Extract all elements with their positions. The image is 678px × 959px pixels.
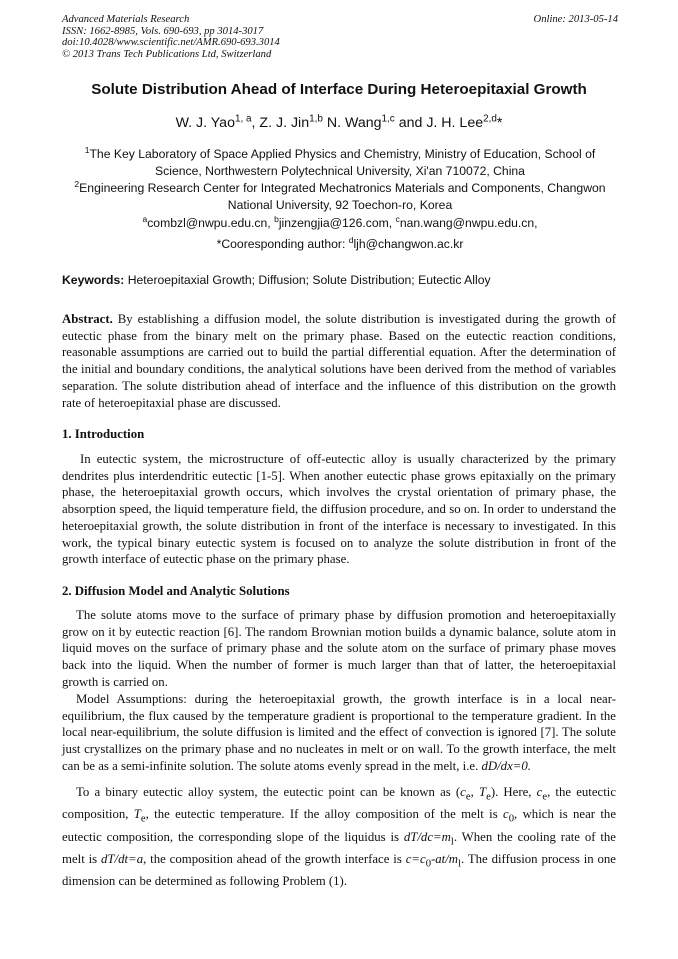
- paragraph-text: ,: [470, 785, 479, 799]
- affiliation-2: [62, 180, 618, 213]
- paragraph: [62, 784, 616, 890]
- paragraph: [62, 691, 616, 775]
- author-name: Z. J. Jin: [259, 115, 310, 131]
- author-affiliation-mark: 2,d: [483, 113, 497, 125]
- math-subscript: e: [486, 791, 491, 803]
- affiliation-mark: 1: [84, 144, 90, 155]
- copyright-line: © 2013 Trans Tech Publications Ltd, Switzerland: [62, 48, 272, 60]
- inline-equation: c=c: [405, 851, 426, 866]
- email-mark: a: [142, 213, 148, 224]
- keywords-text: Heteroepitaxial Growth; Diffusion; Solute Distribution; Eutectic Alloy: [124, 273, 491, 287]
- section-heading: 2. Diffusion Model and Analytic Solutions: [62, 584, 290, 598]
- math-subscript: l: [450, 836, 454, 848]
- section-heading: 1. Introduction: [62, 427, 145, 441]
- affiliation-1: [62, 146, 618, 179]
- email-list: [62, 215, 618, 252]
- math-subscript: e: [140, 813, 146, 825]
- paragraph: In eutectic system, the microstructure of off-eutectic alloy is usually characterized by the primary dendrites plus interdendritic eutectic [1-5]. When another eutectic phase grows epitaxially on the primary phase, the heteroepitaxial growth occurs, which involves the crystal orientation of primary phase, the absorption speed, the liquid temperature field, the diffusion procedure, and so on. In order to understand the heteroepitaxial growth, the solute distribution in front of the interface is necessary to investigated. In this work, the typical binary eutectic system is focused on to analyze the solute distribution in front of the growth interface of eutectic phase on the primary phase.: [62, 452, 616, 567]
- inline-equation: dT/dc=m: [403, 829, 451, 844]
- email-mark: d: [348, 234, 354, 245]
- math-subscript: e: [542, 791, 548, 803]
- math-subscript: l: [458, 858, 461, 870]
- email-address: jinzengjia@126.com,: [278, 216, 396, 230]
- author-name: N. Wang: [326, 115, 382, 131]
- abstract: [62, 311, 616, 411]
- paragraph-text: To a binary eutectic alloy system, the eutectic point can be known as (: [76, 785, 461, 799]
- affiliation-text: The Key Laboratory of Space Applied Physics and Chemistry, Ministry of Education, School of: [89, 147, 596, 161]
- paragraph-text: . The diffusion process in one dimension can be determined as following Problem (1).: [62, 851, 616, 888]
- author-separator: and: [394, 115, 427, 131]
- keywords: [62, 273, 618, 287]
- corresponding-author-label: *Cooresponding author:: [216, 236, 349, 251]
- author-separator: ,: [251, 115, 260, 131]
- email-address: nan.wang@nwpu.edu.cn,: [399, 216, 538, 230]
- math-subscript: 0: [508, 813, 515, 825]
- email-address: combzl@nwpu.edu.cn,: [147, 216, 275, 230]
- math-symbol: T: [478, 785, 487, 799]
- online-date: Online: 2013-05-14: [533, 14, 618, 25]
- affiliation-mark: 2: [74, 178, 80, 189]
- paragraph-text: Model Assumptions: during the heteroepitaxial growth, the growth interface is in a local near-equilibrium, the flux caused by the temperature gradient is proportional to the temperature gradient. In the local near-equilibrium, the solute diffusion is limited and the effect of convection is ignored [7]. The solute just crystallizes on the primary phase and no nucleates in melt or on wall. To the growth interface, the melt can be as a semi-infinite solution. The solute atoms evenly spread in the melt, i.e.: [62, 692, 616, 773]
- affiliation-text: National University, 92 Toechon-ro, Korea: [227, 197, 453, 212]
- math-subscript: e: [465, 791, 471, 803]
- journal-name: Advanced Materials Research: [62, 14, 190, 25]
- paragraph: The solute atoms move to the surface of primary phase by diffusion promotion and heteroepitaxially grow on it by eutectic reaction [6]. The random Brownian motion builds a dynamic balance, solute atom in liquid moves on the surface of primary phase and the solute atom on the surface of primary phase moves back into the liquid. When the number of former is much larger than that of latter, the heteroepitaxial growth is carried on.: [62, 608, 616, 689]
- email-mark: b: [274, 213, 279, 224]
- paragraph-text: , which is near the eutectic composition, the corresponding slope of the liquidus is: [62, 807, 616, 844]
- inline-equation: -at/m: [431, 851, 459, 866]
- affiliation-text: Science, Northwestern Polytechnical University, Xi'an 710072, China: [155, 163, 525, 178]
- paragraph-text: , the composition ahead of the growth interface is: [143, 851, 406, 866]
- math-symbol: T: [133, 807, 141, 822]
- inline-equation: dD/dx=0.: [481, 758, 531, 773]
- corresponding-star: *: [496, 115, 503, 131]
- paragraph-text: , the eutectic composition,: [62, 785, 617, 822]
- abstract-text: By establishing a diffusion model, the solute distribution is investigated during the growth of eutectic phase from the binary melt on the primary phase. Based on the eutectic reaction conditions, reasonable assumptions are carried out to build the partial differential equation. After the determination of the initial and boundary conditions, the analytical solutions have been derived from the method of variables separation. The solute distribution ahead of interface and the influence of this distribution on the growth rate of heteroepitaxial phase are discussed.: [62, 312, 616, 410]
- author-list: [20, 115, 658, 131]
- email-address: ljh@changwon.ac.kr: [353, 236, 464, 251]
- math-subscript: 0: [425, 858, 432, 870]
- paragraph-text: ). Here,: [490, 785, 537, 799]
- issn-line: ISSN: 1662-8985, Vols. 690-693, pp 3014-3017: [62, 25, 264, 37]
- affiliation-text: Engineering Research Center for Integrated Mechatronics Materials and Components, Changwon: [79, 181, 606, 195]
- author-name: W. J. Yao: [175, 115, 235, 131]
- doi-line: doi:10.4028/www.scientific.net/AMR.690-693.3014: [62, 37, 280, 49]
- email-mark: c: [395, 213, 400, 224]
- journal-header: [62, 14, 618, 60]
- author-affiliation-mark: 1, a: [234, 113, 252, 125]
- author-affiliation-mark: 1,b: [309, 113, 323, 125]
- math-symbol: c: [536, 785, 543, 799]
- abstract-label: Abstract.: [62, 312, 113, 326]
- keywords-label: Keywords:: [62, 273, 125, 287]
- math-symbol: c: [503, 807, 509, 822]
- inline-equation: dT/dt=a: [101, 851, 144, 866]
- paragraph-text: . When the cooling rate of the melt is: [62, 829, 616, 866]
- paper-title: Solute Distribution Ahead of Interface During Heteroepitaxial Growth: [91, 81, 587, 98]
- author-name: J. H. Lee: [426, 115, 484, 131]
- math-symbol: c: [460, 785, 466, 799]
- author-affiliation-mark: 1,c: [381, 113, 395, 125]
- paragraph-text: , the eutectic temperature. If the alloy composition of the melt is: [145, 807, 504, 822]
